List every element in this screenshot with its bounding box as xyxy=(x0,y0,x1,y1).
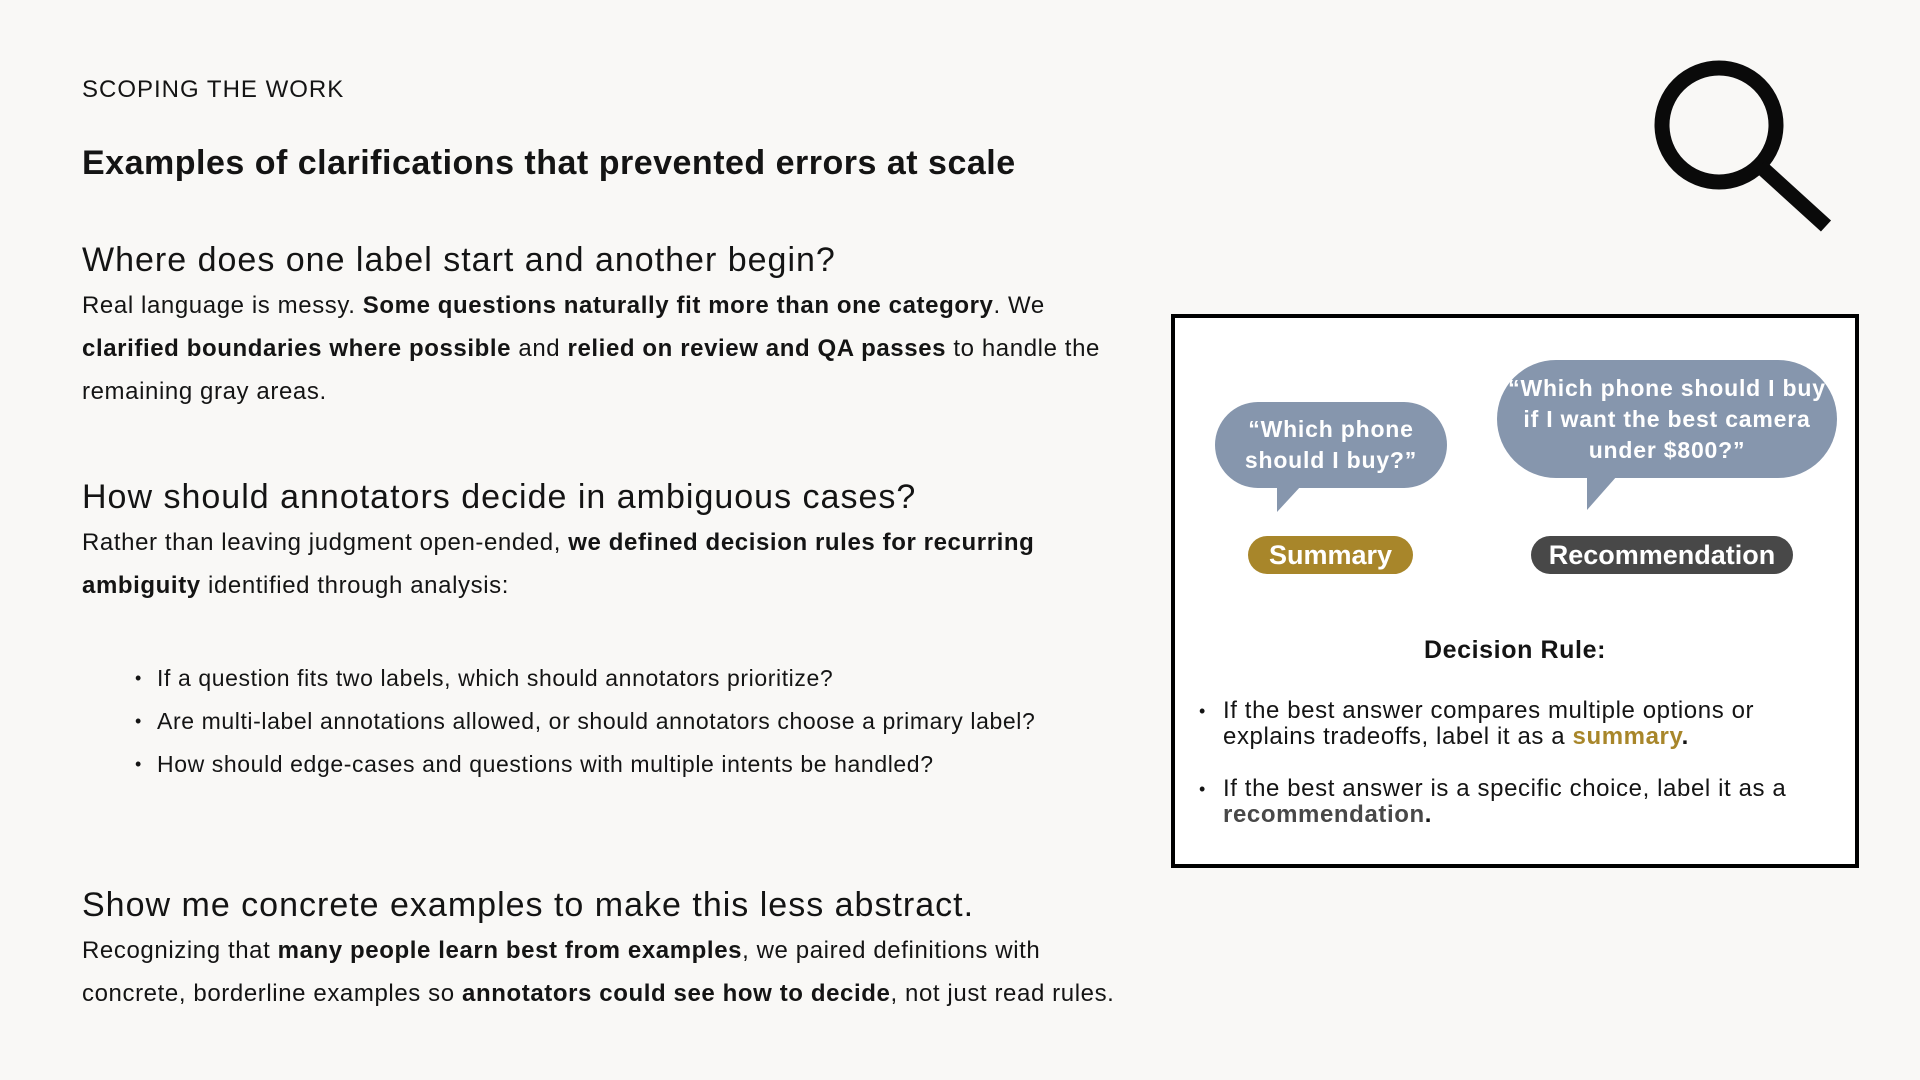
bubble-tail xyxy=(1587,476,1617,510)
decision-rule-list xyxy=(1223,698,1843,854)
text-bold: many people learn best from examples xyxy=(277,937,743,964)
text-run: and xyxy=(511,335,568,362)
section-heading: Where does one label start and another begin? xyxy=(82,241,836,279)
decision-rule-title: Decision Rule: xyxy=(1423,636,1607,664)
text-run: If the best answer compares multiple options or explains tradeoffs, label it as a xyxy=(1223,697,1755,750)
list-item xyxy=(1223,776,1843,828)
section-body xyxy=(82,521,1122,607)
text-bold: annotators could see how to decide xyxy=(462,980,891,1007)
text-run: to handle the remaining gray areas. xyxy=(82,335,1100,405)
section-concrete-examples xyxy=(82,883,1122,1015)
text-run: . We xyxy=(993,292,1045,319)
text-run: identified through analysis: xyxy=(200,572,509,599)
text-run: . xyxy=(1681,723,1689,750)
summary-tag: Summary xyxy=(1248,536,1413,574)
list-item: • How should edge-cases and questions with multiple intents be handled? xyxy=(157,743,1122,786)
decision-rule-card xyxy=(1171,314,1859,868)
section-ambiguous-cases xyxy=(82,475,1122,786)
text-run: Real language is messy. xyxy=(82,292,363,319)
text-run: . xyxy=(1424,801,1433,828)
eyebrow: SCOPING THE WORK xyxy=(82,76,345,103)
speech-bubble-summary xyxy=(1215,402,1447,488)
question-list xyxy=(82,657,1122,786)
section-heading: Show me concrete examples to make this less abstract. xyxy=(82,886,975,924)
text-bold: we defined decision rules for recurring ambiguity xyxy=(82,529,1035,599)
section-body xyxy=(82,929,1122,1015)
speech-bubble-recommendation xyxy=(1497,360,1837,478)
section-heading: How should annotators decide in ambiguous cases? xyxy=(82,478,917,516)
section-label-boundaries xyxy=(82,238,1122,413)
search-icon xyxy=(1650,56,1835,236)
keyword-recommendation: recommendation xyxy=(1223,801,1425,828)
recommendation-tag: Recommendation xyxy=(1531,536,1793,574)
bubble-text: “Which phone should I buy if I want the best camera under $800?” xyxy=(1508,375,1826,463)
keyword-summary: summary xyxy=(1572,723,1682,750)
text-bold: relied on review and QA passes xyxy=(567,335,947,362)
text-run: Rather than leaving judgment open-ended, xyxy=(82,529,569,556)
bubble-text: “Which phone should I buy?” xyxy=(1244,416,1418,473)
text-run: Recognizing that xyxy=(82,937,278,964)
text-run: , we paired definitions with concrete, borderline examples so xyxy=(82,937,1041,1007)
text-run: , not just read rules. xyxy=(890,980,1115,1007)
list-item xyxy=(1223,698,1843,750)
bubble-tail xyxy=(1277,486,1301,512)
page-title: Examples of clarifications that prevented errors at scale xyxy=(82,144,1016,182)
list-item: • Are multi-label annotations allowed, or should annotators choose a primary label? xyxy=(157,700,1122,743)
text-run: If the best answer is a specific choice, label it as a xyxy=(1223,775,1787,802)
list-item: • If a question fits two labels, which should annotators prioritize? xyxy=(157,657,1122,700)
text-bold: Some questions naturally fit more than one category xyxy=(362,292,994,319)
section-body xyxy=(82,284,1122,413)
text-bold: clarified boundaries where possible xyxy=(82,335,512,362)
